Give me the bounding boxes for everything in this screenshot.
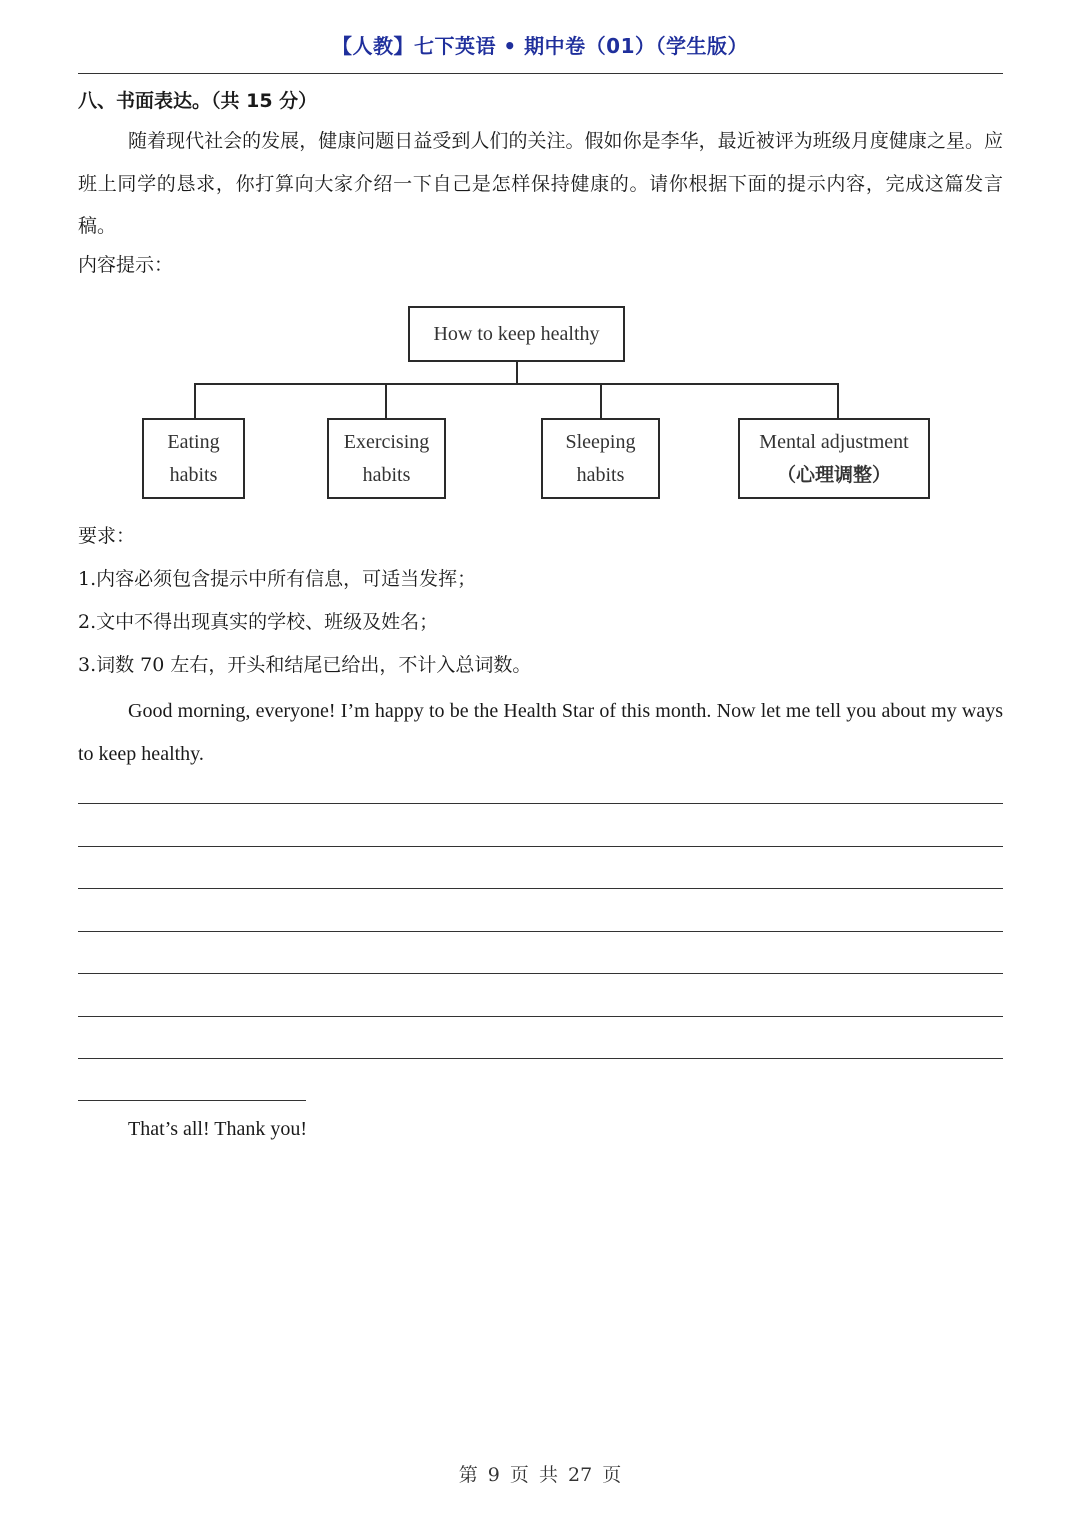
writing-line-6 xyxy=(78,1016,1003,1017)
header-rule xyxy=(78,73,1003,74)
sleeping-line1: Sleeping xyxy=(565,430,636,453)
exercising-line1: Exercising xyxy=(343,430,430,453)
requirement-item-3: 3.词数 70 左右，开头和结尾已给出，不计入总词数。 xyxy=(78,654,532,676)
exercising-line2: habits xyxy=(362,463,411,486)
diagram-box-mental-adjustment xyxy=(738,418,930,499)
sleeping-line2: habits xyxy=(576,463,625,486)
essay-closing: That’s all! Thank you! xyxy=(128,1118,308,1140)
essay-opening: Good morning, everyone! I’m happy to be the Health Star of this month. Now let me tell you about my ways to keep healthy. xyxy=(78,700,1003,765)
writing-line-3 xyxy=(78,888,1003,889)
connector-eating xyxy=(194,383,196,419)
connector-horizontal xyxy=(194,383,839,385)
prompt-paragraph: 随着现代社会的发展，健康问题日益受到人们的关注。假如你是李华，最近被评为班级月度健康之星。应班上同学的恳求，你打算向大家介绍一下自己是怎样保持健康的。请你根据下面的提示内容，完成这篇发言稿。 xyxy=(78,130,1003,237)
diagram-box-exercising-habits xyxy=(327,418,446,499)
mental-line1: Mental adjustment xyxy=(759,430,909,453)
writing-line-8 xyxy=(78,1100,306,1101)
writing-line-2 xyxy=(78,846,1003,847)
hint-label: 内容提示： xyxy=(78,254,174,276)
connector-sleeping xyxy=(600,383,602,419)
requirement-item-1: 1.内容必须包含提示中所有信息，可适当发挥； xyxy=(78,568,477,590)
section-title: 八、书面表达。（共 15 分） xyxy=(78,90,318,112)
page-footer: 第 9 页 共 27 页 xyxy=(458,1464,622,1486)
mental-line2: （心理调整） xyxy=(776,463,891,486)
writing-line-1 xyxy=(78,803,1003,804)
connector-exercising xyxy=(385,383,387,419)
writing-line-5 xyxy=(78,973,1003,974)
requirements-title: 要求： xyxy=(78,525,136,547)
writing-line-4 xyxy=(78,931,1003,932)
eating-line1: Eating xyxy=(167,430,220,453)
eating-line2: habits xyxy=(169,463,218,486)
writing-line-7 xyxy=(78,1058,1003,1059)
connector-root-stem xyxy=(516,362,518,384)
requirement-item-2: 2.文中不得出现真实的学校、班级及姓名； xyxy=(78,611,439,633)
diagram-box-eating-habits xyxy=(142,418,245,499)
diagram-root-label: How to keep healthy xyxy=(433,322,600,345)
diagram-box-sleeping-habits xyxy=(541,418,660,499)
page-header-title: 【人教】七下英语 • 期中卷（01）（学生版） xyxy=(331,34,749,58)
diagram-root-box xyxy=(408,306,625,362)
connector-mental xyxy=(837,383,839,419)
